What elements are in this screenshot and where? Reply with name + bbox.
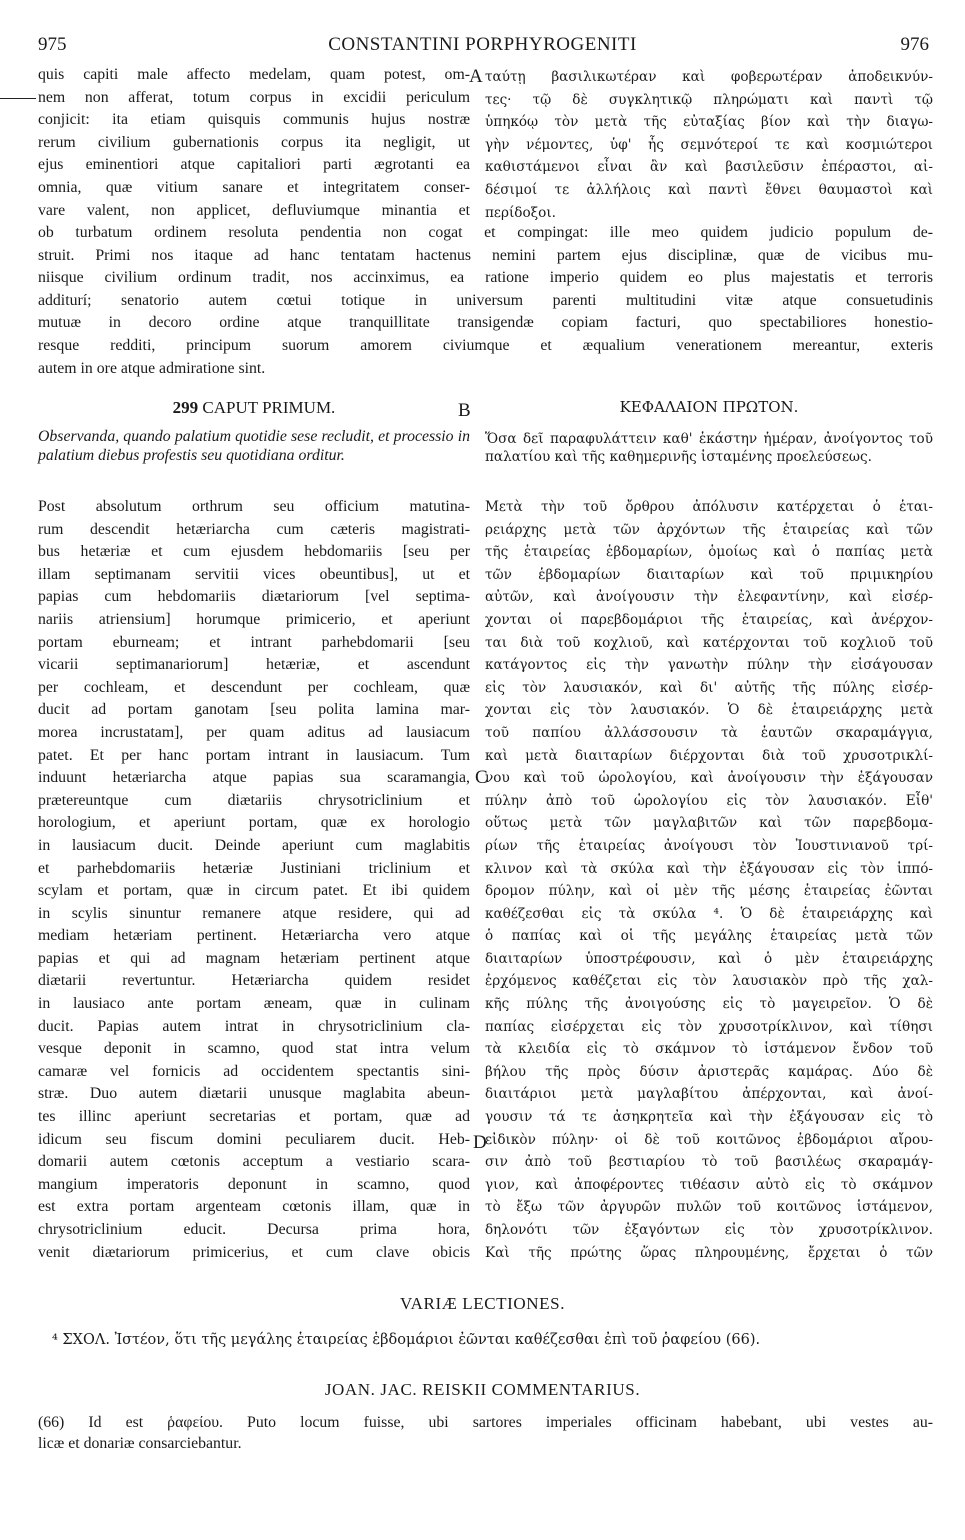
text-line: τὸ ἔξω τῶν ἀργυρῶν πυλῶν τοῦ κοιτῶνος ἱστάμενον, xyxy=(485,1199,933,1216)
text-line: βήλου τῆς πρὸς δύσιν ἀριστερᾶς καμάρας. Δύο δὲ xyxy=(485,1063,933,1080)
text-line: εἰς τὸν λαυσιακόν, καὶ δι' αὐτῆς τῆς πύλης εἰσέρ- xyxy=(485,679,933,696)
text-line: niisque civilium ordinum tradit, nos accinximus, ea ratione imperio quidem eo plus majestatis et terroris xyxy=(38,269,933,287)
text-line: ρίων τῆς ἑταιρείας ἀνοίγουσι τὸν Ἰουστινιανοῦ τρί- xyxy=(485,837,933,854)
text-line: πύλην ἀπὸ τοῦ ὡρολογίου εἰς τὸν λαυσιακόν. Εἶθ' xyxy=(485,792,933,809)
text-line: conjicit: ita etiam quisquis communis hujus nostræ xyxy=(38,111,470,129)
text-line: Post absolutum orthrum seu officium matutina- xyxy=(38,498,470,515)
text-line: ρειάρχης μετὰ τῶν ἀρχόντων τῆς ἑταιρείας καὶ τῶν xyxy=(485,521,933,538)
full-width-paragraph xyxy=(38,222,933,380)
greek-chapter-subtitle: Ὅσα δεῖ παραφυλάττειν καθ' ἑκάστην ἡμέραν, ἀνοίγοντος τοῦ παλατίου καὶ τῆς καθημερινῆς ἱσταμένης προελεύσεως. xyxy=(485,431,933,465)
text-line: ταύτῃ βασιλικωτέραν καὶ φοβερωτέραν ἀποδεικνύν- xyxy=(485,69,933,85)
text-line: licæ et donariæ consarciebantur. xyxy=(38,1435,242,1452)
text-line: καθέζεσθαι εἰς τὰ σκύλα ⁴. Ὁ δὲ ἑταιρειάρχης καὶ xyxy=(485,905,933,922)
text-line: induunt hetæriarcha atque papias sua scaramangia, xyxy=(38,769,470,787)
text-line: ducit. Papias autem intrat in chrysotriclinium cla- xyxy=(38,1017,470,1035)
text-line: rum descendit hetæriarcha cum cæteris magistrati- xyxy=(38,520,470,538)
text-line: bus hetæriæ et cum ejusdem hebdomariis [seu per xyxy=(38,543,470,561)
latin-body-column xyxy=(38,496,470,1264)
greek-body-column xyxy=(485,496,933,1264)
text-line: γιον, καὶ ἀποφέροντες τιθέασιν αὐτὸ εἰς τὸ σκάμνον xyxy=(485,1176,933,1193)
margin-letter-d: D xyxy=(473,1132,487,1153)
text-line: (66) Id est ῥαφείου. Puto locum fuisse, ubi sartores imperiales officinam habebant, ubi vestes au- xyxy=(38,1414,933,1431)
text-line: mutuæ in decoro ordine atque tranquillitate transigendæ copiam facturi, quo spectabiliores honestio- xyxy=(38,314,933,332)
text-line: οὕτως μετὰ τῶν μαγλαβιτῶν καὶ τῶν παρεβδομα- xyxy=(485,815,933,832)
greek-chapter-title: ΚΕΦΑΛΑΙΟΝ ΠΡΩΤΟΝ. xyxy=(619,398,799,416)
commentary-heading: JOAN. JAC. REISKII COMMENTARIUS. xyxy=(324,1380,641,1399)
text-line: venit diætariorum primicerius, et cum clave obicis xyxy=(38,1243,470,1261)
text-line: additurí; senatorio autem cœtui totique in universum parenti multitudini vitæ atque consuetudinis xyxy=(38,291,933,309)
text-line: κατάγοντος εἰς τὴν γανωτὴν πύλην τὴν εἰσάγουσαν xyxy=(485,657,933,674)
text-line: mangium imperatoris deponunt in scamno, quod xyxy=(38,1175,470,1193)
text-line: vesque deponit in scamno, quod stat intra velum xyxy=(38,1040,470,1058)
margin-letter-a: A xyxy=(469,66,483,87)
page-number-right: 976 xyxy=(900,34,929,55)
text-line: ὑπηκόῳ τὸν μετὰ τῆς εὐταξίας βίον καὶ τὴν διαγω- xyxy=(485,114,933,131)
text-line: διαιτάριοι μετὰ μαγλαβίτου ἀπέρχονται, καὶ ἀνοί- xyxy=(485,1086,933,1103)
text-line: resque redditi, principum suorum amorem civiumque et æqualium venerationem mereantur, exteris xyxy=(38,336,933,354)
text-line: est extra portam argenteam cœtonis illam, quæ in xyxy=(38,1198,470,1216)
text-line: ὁ παπίας καὶ οἱ τῆς μεγάλης ἑταιρείας μετὰ τῶν xyxy=(485,928,933,945)
text-line: τῆς ἑταιρείας ἑβδομαρίων, ὁμοίως καὶ ὁ παπίας μετὰ xyxy=(485,544,933,561)
text-line: horologium, et aperiunt portam, quæ ex horologio xyxy=(38,814,470,832)
text-line: περίδοξοι. xyxy=(485,204,556,221)
text-line: τοῦ παπίου ἀλλάσσουσιν τὰ ἑαυτῶν σκαραμάγγια, xyxy=(485,724,933,741)
text-line: ται διὰ τοῦ κοχλιοῦ, καὶ κατέρχονται τοῦ κοχλιοῦ τοῦ xyxy=(485,634,933,651)
variae-heading: VARIÆ LECTIONES. xyxy=(399,1294,566,1313)
running-title: CONSTANTINI PORPHYROGENITI xyxy=(328,34,637,55)
text-line: tes illinc aperiunt secretarias et portam, quæ ad xyxy=(38,1108,470,1126)
text-line: γὴν νέμοντες, ὑφ' ἧς σεμνότεροί τε καὶ κοσμιώτεροι xyxy=(485,136,933,153)
variae-note: ⁴ ΣΧΟΛ. Ἰστέον, ὅτι τῆς μεγάλης ἑταιρείας ἑβδομάριοι ἐῶνται καθέζεσθαι ἐπὶ τοῦ ῥαφείου (66). xyxy=(52,1332,761,1348)
text-line: καθιστάμενοι εἶναι ἂν καὶ βασιλεῦσιν ἐπέραστοι, αἰ- xyxy=(485,159,933,176)
latin-chapter-title: CAPUT PRIMUM. xyxy=(202,398,336,417)
text-line: κῆς πύλης τῆς ἀνοιγούσης εἰς τὸ μαγειρεῖον. Ὁ δὲ xyxy=(485,996,933,1013)
text-line: papias cum hebdomariis diætariorum [vel septima- xyxy=(38,588,470,606)
text-line: χονται εἰς τὸν λαυσιακόν. Ὁ δὲ ἑταιρειάρχης μετὰ xyxy=(485,702,933,719)
text-line: κλινον καὶ τὰ σκύλα καὶ τὴν ἐξάγουσαν εἰς τὸν ἱππό- xyxy=(485,860,933,877)
text-line: camaræ vel fornicis ad occidentem spectantis sini- xyxy=(38,1062,470,1080)
text-line: scylam et portam, quæ in circum patet. Et ibi quidem xyxy=(38,882,470,900)
text-line: Καὶ τῆς πρώτης ὥρας πληρουμένης, ἔρχεται ὁ τῶν xyxy=(485,1244,933,1261)
text-line: δέσιμοί τε ἀλλήλοις καὶ παντὶ ἔθνει θαυμαστοὶ καὶ xyxy=(485,181,933,198)
text-line: stræ. Duo autem diætarii unusque maglabita abeun- xyxy=(38,1085,470,1103)
text-line: in lausiacum ducit. Deinde aperiunt cum maglabitis xyxy=(38,836,470,854)
margin-dash xyxy=(0,98,36,99)
text-line: παπίας εἰσέρχεται εἰς τὸν χρυσοτρίκλινον, καὶ τίθησι xyxy=(485,1018,933,1035)
margin-letter-b: B xyxy=(458,400,471,421)
text-line: domarii autem cœtonis acceptum a vestiario scara- xyxy=(38,1153,470,1171)
latin-chapter-heading xyxy=(38,398,470,418)
text-line: διαιταρίων ὑποστρέφουσιν, καὶ ὁ μὲν ἑταιρειάρχης xyxy=(485,950,933,967)
text-line: struit. Primi nos itaque ad hanc tentatam hactenus nemini partem ejus disciplinæ, quæ de vicibus mu- xyxy=(38,246,933,264)
text-line: σιν ἀπὸ τοῦ βεστιαρίου τὸ τοῦ βασιλέως σκαραμάγ- xyxy=(485,1154,933,1171)
text-line: δηλονότι τῶν ἐξαγόντων εἰς τὸν χρυσοτρίκλινον. xyxy=(485,1222,933,1238)
text-line: ejus eminentiori atque capitaliori parti ægrotanti ea xyxy=(38,156,470,174)
text-line: diætarii revertuntur. Hetæriarcha quidem residet xyxy=(38,972,470,990)
text-line: vicarii septimanariorum] hetæriæ, et ascendunt xyxy=(38,656,470,674)
text-line: rerum civilium gubernationis corpus ita negligit, ut xyxy=(38,133,470,151)
text-line: τες· τῷ δὲ συγκλητικῷ πληρώματι καὶ παντὶ τῷ xyxy=(485,91,933,108)
text-line: ob turbatum ordinem resoluta pendentia non cogat et compingat: ille meo quidem judicio populum de- xyxy=(38,224,933,241)
text-line: nem non afferat, totum corpus in excidii periculum xyxy=(38,88,470,106)
text-line: αὐτῶν, καὶ ἀνοίγουσιν τὴν ἐλεφαντίνην, καὶ εἰσέρ- xyxy=(485,589,933,606)
text-line: vare valent, non applicet, defluviumque minantia et xyxy=(38,201,470,219)
text-line: καὶ μετὰ διαιταρίων διέρχονται διὰ τοῦ χρυσοτρικλί- xyxy=(485,747,933,764)
text-line: chrysotriclinium educit. Decursa prima hora, xyxy=(38,1221,470,1238)
text-line: mediam hetæriam pertinent. Hetæriarcha vero atque xyxy=(38,927,470,945)
text-line: prætereuntque cum diætariis chrysotriclinium et xyxy=(38,791,470,809)
text-line: in scylis sinuntur remanere atque residere, qui ad xyxy=(38,904,470,922)
margin-letter-c: C xyxy=(475,767,488,788)
text-line: γουσιν τά τε ἀσηκρητεῖα καὶ τὴν ἐξάγουσαν εἰς τὸ xyxy=(485,1109,933,1126)
page-number-left: 975 xyxy=(38,34,67,55)
text-line: patet. Et per hanc portam intrant in lausiacum. Tum xyxy=(38,746,470,764)
text-line: in lausiaco ante portam æneam, quæ in culinam xyxy=(38,995,470,1013)
text-line: papias et qui ad magnam hetæriam pertinent atque xyxy=(38,949,470,967)
text-line: autem in ore atque admiratione sint. xyxy=(38,359,266,377)
text-line: morea incrustatam], per quam aditus ad lausiacum xyxy=(38,723,470,741)
chapter-number: 299 xyxy=(172,398,199,417)
text-line: portam eburneam; et intrant parhebdomarii [seu xyxy=(38,633,470,651)
text-line: nariis atriensium] horumque primicerio, et aperiunt xyxy=(38,610,470,628)
text-line: ducit ad portam ganotam [seu polita lamina mar- xyxy=(38,701,470,719)
text-line: τὰ κλειδία εἰς τὸ σκάμνον τὸ ἱστάμενον ἔνδον τοῦ xyxy=(485,1041,933,1058)
text-line: per cochleam, et descendunt per cochleam, quæ xyxy=(38,678,470,696)
latin-chapter-subtitle: Observanda, quando palatium quotidie sese recludit, et processio in palatium diebus profestis seu quotidiana orditur. xyxy=(38,428,470,464)
text-line: χονται οἱ παρεβδομάριοι τῆς ἑταιρείας, καὶ ἀνέρχον- xyxy=(485,611,933,628)
text-line: et parhebdomariis hetæriæ Justiniani triclinium et xyxy=(38,859,470,877)
text-line: εἰδικὸν πύλην· οἱ δὲ τοῦ κοιτῶνος ἑβδομάριοι αἴρου- xyxy=(485,1131,933,1148)
text-line: illam septimanam servitii vices obeuntibus], ut et xyxy=(38,565,470,583)
text-line: τῶν ἑβδομαρίων διαιταρίων καὶ τοῦ πριμικηρίου xyxy=(485,566,933,583)
text-line: idicum seu fiscum domini peculiarem ducit. Heb- xyxy=(38,1130,470,1148)
text-line: quis capiti male affecto medelam, quam potest, om- xyxy=(38,66,470,83)
text-line: ἐρχόμενος καθέζεται εἰς τὸν λαυσιακὸν πρὸ τῆς χαλ- xyxy=(485,973,933,990)
text-line: νου καὶ τοῦ ὡρολογίου, καὶ ἀνοίγουσιν τὴν ἐξάγουσαν xyxy=(485,770,933,787)
text-line: Μετὰ τὴν τοῦ ὄρθρου ἀπόλυσιν κατέρχεται ὁ ἑται- xyxy=(485,499,933,515)
text-line: δρομον πύλην, καὶ οἱ μὲν τῆς μέσης ἑταιρείας ἐῶνται xyxy=(485,883,933,900)
top-greek-column xyxy=(485,66,933,224)
top-latin-column xyxy=(38,64,470,222)
text-line: omnia, quæ vitium sanare et integritatem conser- xyxy=(38,178,470,196)
commentary-note xyxy=(38,1412,933,1454)
